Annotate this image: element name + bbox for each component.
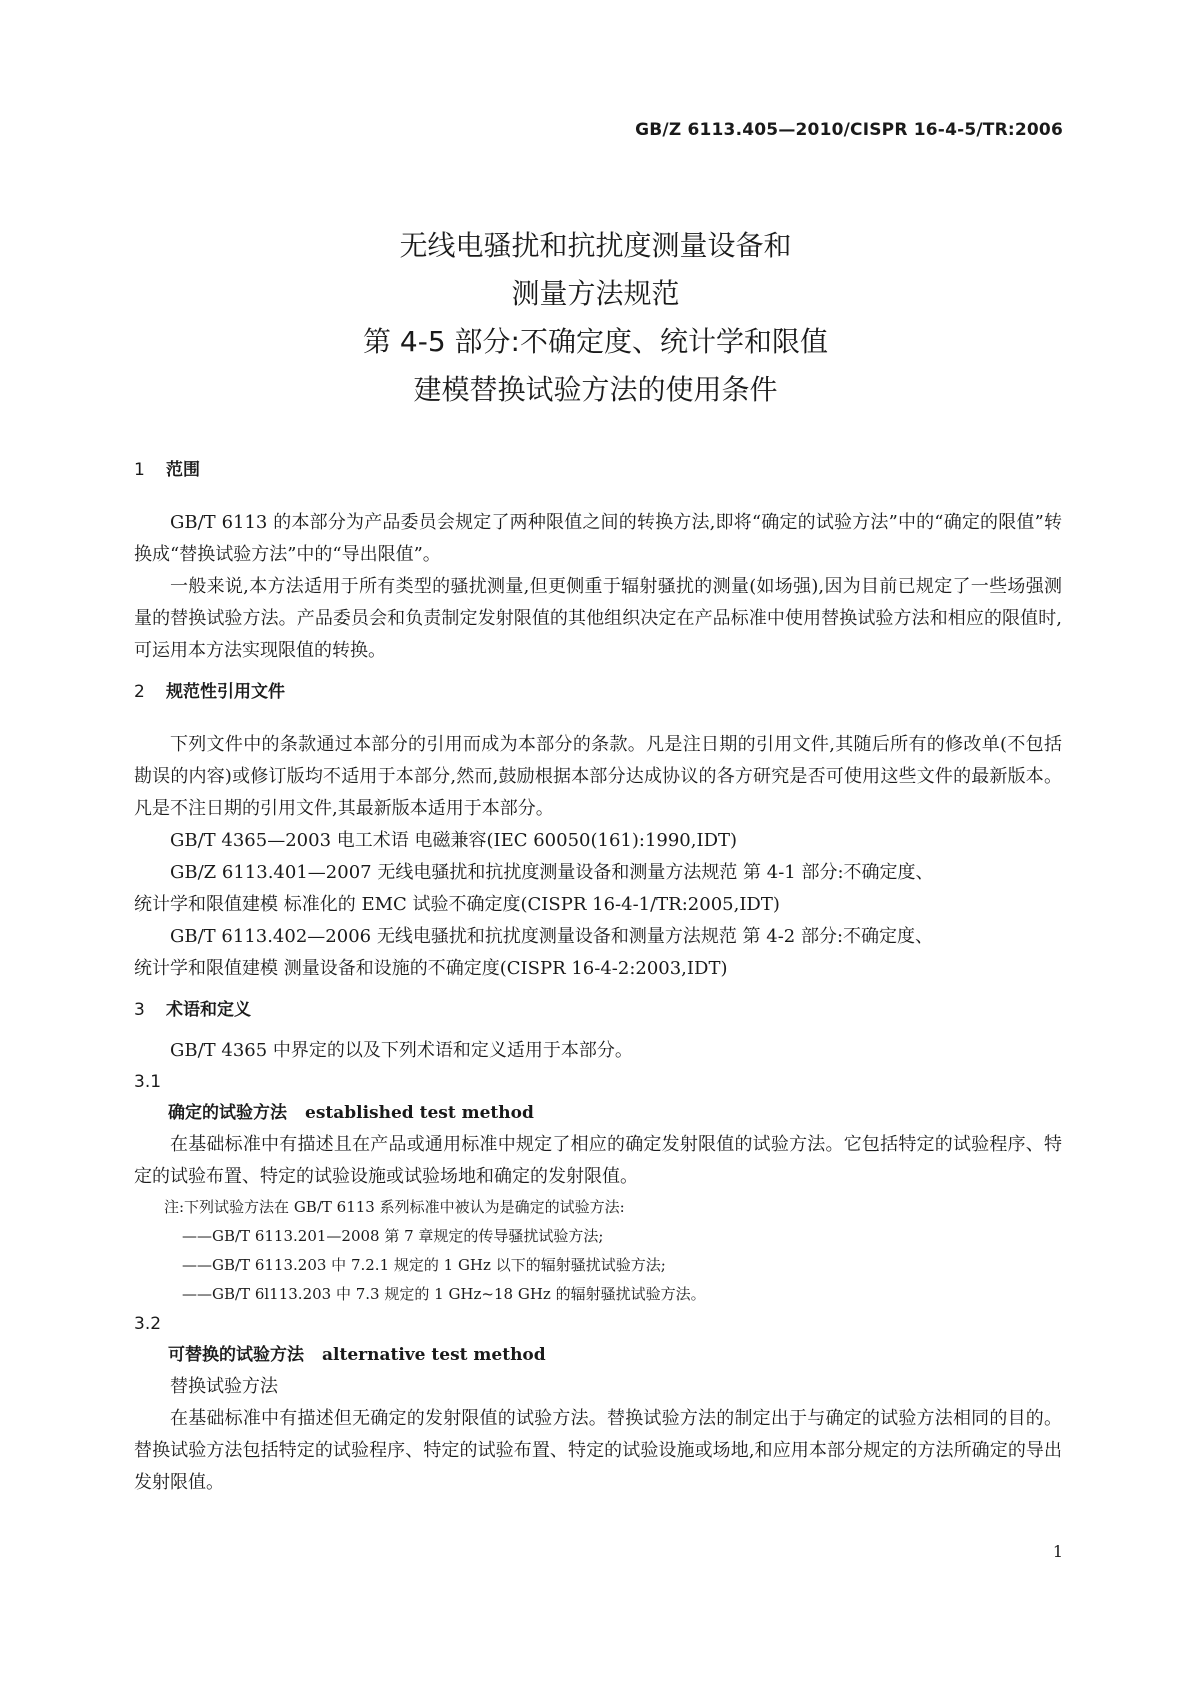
document-title: [0, 222, 1191, 414]
section-heading-normative-references: [134, 677, 1062, 707]
terms-intro-paragraph: GB/T 4365 中界定的以及下列术语和定义适用于本部分。: [170, 1040, 633, 1061]
term-note: 注:下列试验方法在 GB/T 6113 系列标准中被认为是确定的试验方法:: [164, 1198, 625, 1216]
section-heading-scope: [134, 455, 1062, 485]
reference-item-2-cont: 统计学和限值建模 标准化的 EMC 试验不确定度(CISPR 16-4-1/TR:2005,IDT): [134, 894, 780, 915]
term-established-test-method: [134, 1097, 1062, 1129]
scope-paragraph-1: GB/T 6113 的本部分为产品委员会规定了两种限值之间的转换方法,即将“确定的试验方法”中的“确定的限值”转换成“替换试验方法”中的“导出限值”。: [134, 512, 1062, 565]
document-header: GB/Z 6113.405—2010/CISPR 16-4-5/TR:2006: [635, 120, 1063, 140]
term-chinese: 可替换的试验方法: [168, 1345, 304, 1365]
title-line-1: 无线电骚扰和抗扰度测量设备和: [399, 229, 792, 262]
title-line-4: 建模替换试验方法的使用条件: [413, 373, 778, 406]
term-synonym: 替换试验方法: [170, 1376, 278, 1397]
term-definition-3-2: 在基础标准中有描述但无确定的发射限值的试验方法。替换试验方法的制定出于与确定的试验方法相同的目的。替换试验方法包括特定的试验程序、特定的试验布置、特定的试验设施或场地,和应用本部分规定的方法所确定的导出发射限值。: [134, 1408, 1062, 1493]
note-list-item: ——GB/T 6113.201—2008 第 7 章规定的传导骚扰试验方法;: [182, 1227, 604, 1245]
scope-paragraph-2: 一般来说,本方法适用于所有类型的骚扰测量,但更侧重于辐射骚扰的测量(如场强),因为目前已规定了一些场强测量的替换试验方法。产品委员会和负责制定发射限值的其他组织决定在产品标准中使用替换试验方法和相应的限值时,可运用本方法实现限值的转换。: [134, 576, 1062, 661]
term-alternative-test-method: [134, 1339, 1062, 1371]
page-number: 1: [1052, 1542, 1063, 1561]
section-title: 规范性引用文件: [166, 682, 285, 702]
document-body: [134, 455, 1062, 1499]
note-list-item: ——GB/T 6113.203 中 7.2.1 规定的 1 GHz 以下的辐射骚扰试验方法;: [182, 1256, 666, 1274]
section-title: 术语和定义: [166, 1000, 251, 1020]
section-number: 2: [134, 682, 145, 702]
note-list-item: ——GB/T 6l113.203 中 7.3 规定的 1 GHz~18 GHz 的辐射骚扰试验方法。: [182, 1285, 706, 1303]
references-paragraph: 下列文件中的条款通过本部分的引用而成为本部分的条款。凡是注日期的引用文件,其随后所有的修改单(不包括勘误的内容)或修订版均不适用于本部分,然而,鼓励根据本部分达成协议的各方研究是否可使用这些文件的最新版本。凡是不注日期的引用文件,其最新版本适用于本部分。: [134, 734, 1062, 819]
reference-item-3-cont: 统计学和限值建模 测量设备和设施的不确定度(CISPR 16-4-2:2003,IDT): [134, 958, 728, 979]
term-number-3-2: 3.2: [134, 1314, 162, 1334]
section-number: 3: [134, 1000, 145, 1020]
reference-item-1: GB/T 4365—2003 电工术语 电磁兼容(IEC 60050(161):1990,IDT): [170, 830, 738, 851]
title-line-2: 测量方法规范: [511, 277, 680, 310]
title-line-3: 第 4-5 部分:不确定度、统计学和限值: [363, 325, 828, 358]
term-number-3-1: 3.1: [134, 1072, 162, 1092]
section-number: 1: [134, 460, 145, 480]
term-english: established test method: [305, 1103, 534, 1123]
term-english: alternative test method: [322, 1345, 546, 1365]
term-definition-3-1: 在基础标准中有描述且在产品或通用标准中规定了相应的确定发射限值的试验方法。它包括特定的试验程序、特定的试验布置、特定的试验设施或试验场地和确定的发射限值。: [134, 1134, 1062, 1187]
reference-item-3: GB/T 6113.402—2006 无线电骚扰和抗扰度测量设备和测量方法规范 第 4-2 部分:不确定度、: [170, 926, 934, 947]
term-chinese: 确定的试验方法: [168, 1103, 287, 1123]
reference-item-2: GB/Z 6113.401—2007 无线电骚扰和抗扰度测量设备和测量方法规范 第 4-1 部分:不确定度、: [170, 862, 934, 883]
section-title: 范围: [166, 460, 200, 480]
section-heading-terms: [134, 995, 1062, 1025]
